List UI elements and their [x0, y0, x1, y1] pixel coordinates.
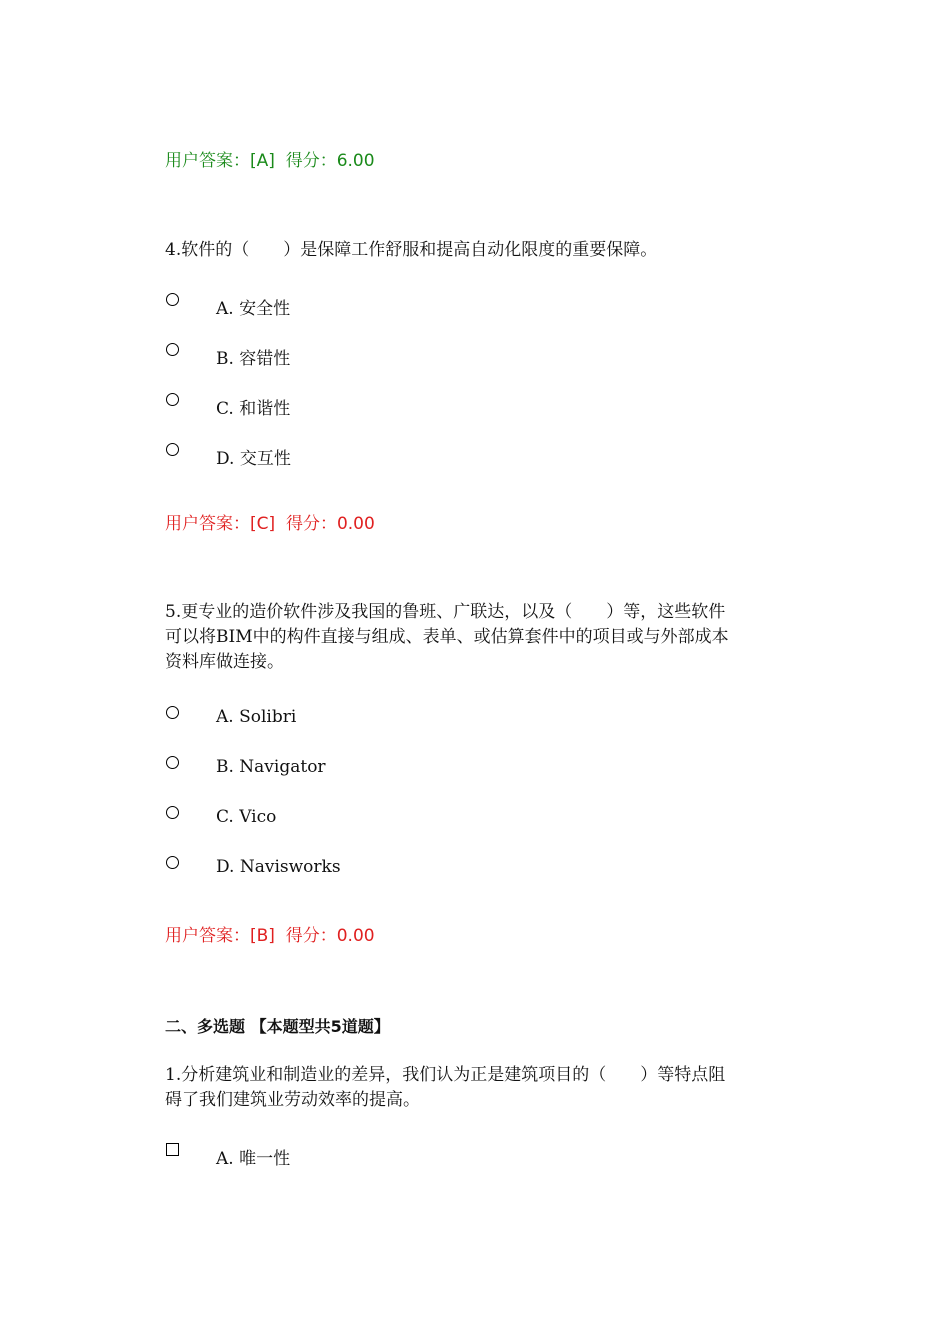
- radio-q5-a[interactable]: [166, 706, 179, 719]
- radio-q4-c[interactable]: [166, 393, 179, 406]
- option-q4-b: B. 容错性: [216, 349, 291, 369]
- option-q5-b: B. Navigator: [216, 757, 326, 777]
- option-m1-a: A. 唯一性: [216, 1149, 291, 1169]
- option-q5-a: A. Solibri: [216, 707, 297, 727]
- question-5-line-3: 资料库做连接。: [165, 652, 284, 672]
- question-m1-line-2: 碍了我们建筑业劳动效率的提高。: [165, 1090, 420, 1110]
- radio-q5-d[interactable]: [166, 856, 179, 869]
- question-4-text: 4.软件的（ ）是保障工作舒服和提高自动化限度的重要保障。: [165, 240, 658, 260]
- option-q4-c: C. 和谐性: [216, 399, 291, 419]
- question-5-line-2: 可以将BIM中的构件直接与组成、表单、或估算套件中的项目或与外部成本: [165, 627, 729, 647]
- section-title-multiple-choice: 二、多选题 【本题型共5道题】: [165, 1017, 390, 1036]
- radio-q4-d[interactable]: [166, 443, 179, 456]
- question-5-line-1: 5.更专业的造价软件涉及我国的鲁班、广联达，以及（ ）等，这些软件: [165, 602, 726, 622]
- user-answer-q4: 用户答案：[C] 得分：0.00: [165, 514, 375, 534]
- option-q5-d: D. Navisworks: [216, 857, 341, 877]
- user-answer-q5: 用户答案：[B] 得分：0.00: [165, 926, 375, 946]
- option-q4-a: A. 安全性: [216, 299, 291, 319]
- checkbox-m1-a[interactable]: [166, 1143, 179, 1156]
- radio-q5-c[interactable]: [166, 806, 179, 819]
- question-5-text: [165, 600, 805, 675]
- radio-q4-b[interactable]: [166, 343, 179, 356]
- question-m1-line-1: 1.分析建筑业和制造业的差异，我们认为正是建筑项目的（ ）等特点阻: [165, 1065, 726, 1085]
- radio-q5-b[interactable]: [166, 756, 179, 769]
- question-m1-text: [165, 1063, 805, 1113]
- user-answer-q3: 用户答案：[A] 得分：6.00: [165, 151, 375, 171]
- radio-q4-a[interactable]: [166, 293, 179, 306]
- option-q4-d: D. 交互性: [216, 449, 291, 469]
- option-q5-c: C. Vico: [216, 807, 277, 827]
